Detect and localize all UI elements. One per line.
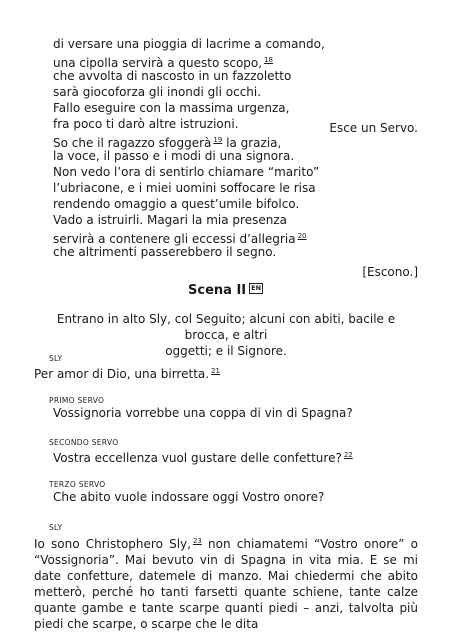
speech-line: Per amor di Dio, una birretta. $^{21}$ bbox=[34, 367, 220, 381]
verse-line: una cipolla servirà a questo scopo, $^{18}$ bbox=[53, 56, 273, 70]
speaker-name: SLY bbox=[49, 354, 63, 363]
verse-line: servirà a contenere gli eccessi d’allegria $^{20}$ bbox=[53, 232, 307, 246]
speaker-name: PRIMO SERVO bbox=[49, 396, 105, 405]
verse-line: fra poco ti darò altre istruzioni. bbox=[53, 117, 239, 131]
stage-exeunt-direction: [Escono.] bbox=[362, 265, 418, 279]
verse-line: che altrimenti passerebbero il segno. bbox=[53, 245, 277, 259]
stage-exit-direction: Esce un Servo. bbox=[329, 121, 418, 135]
verse-line: So che il ragazzo sfoggerà $^{19}$ la grazia, bbox=[53, 136, 282, 150]
speaker-name: SECONDO SERVO bbox=[49, 438, 119, 447]
verse-line: che avvolta di nascosto in un fazzoletto bbox=[53, 69, 292, 83]
speaker-name: SLY bbox=[49, 523, 63, 532]
speech-line: Che abito vuole indossare oggi Vostro onore? bbox=[53, 490, 325, 504]
scene-title: Scena II bbox=[188, 283, 247, 298]
verse-line: Vado a istruirli. Magari la mia presenza bbox=[53, 213, 287, 227]
verse-line: Non vedo l’ora di sentirlo chiamare “marito” bbox=[53, 165, 320, 179]
speech-line: Vostra eccellenza vuol gustare delle confetture? $^{22}$ bbox=[53, 451, 353, 465]
footnote-link[interactable]: 23 bbox=[192, 537, 202, 545]
speaker-name: TERZO SERVO bbox=[49, 480, 106, 489]
speech-paragraph: Io sono Christophero Sly, $^{23}$ non chiamatemi “Vostro onore” o “Vossignoria”. Mai bevuto vin di Spagna in vita mia. E se mi date confetture, datemele di manzo. Mai chiedermi che abito metterò, perché ho tanti farsetti quante schiene, tante calze quante gambe e tante scarpe quanti piedi – anzi, talvolta più piedi che scarpe, o scarpe che le dita bbox=[34, 537, 418, 631]
verse-line: la voce, il passo e i modi di una signora. bbox=[53, 149, 295, 163]
verse-line: sarà giocoforza gli inondi gli occhi. bbox=[53, 85, 262, 99]
footnote-link[interactable]: 21 bbox=[211, 367, 220, 375]
stage-direction bbox=[46, 311, 406, 359]
footnote-link[interactable]: 20 bbox=[297, 232, 307, 240]
verse-line: rendendo omaggio a quest’umile bifolco. bbox=[53, 197, 300, 211]
footnote-link[interactable]: 22 bbox=[343, 451, 353, 459]
stage-direction-line: Entrano in alto Sly, col Seguito; alcuni con abiti, bacile e brocca, e altri bbox=[56, 312, 396, 342]
english-text-link[interactable]: EN bbox=[251, 284, 262, 292]
speech-line: Vossignoria vorrebbe una coppa di vin di Spagna? bbox=[53, 406, 353, 420]
footnote-link[interactable]: 19 bbox=[213, 136, 223, 144]
stage-direction-line: oggetti; e il Signore. bbox=[165, 344, 287, 358]
verse-line: di versare una pioggia di lacrime a comando, bbox=[53, 37, 325, 51]
verse-line: l’ubriacone, e i miei uomini soffocare le risa bbox=[53, 181, 316, 195]
footnote-link[interactable]: 18 bbox=[264, 56, 273, 64]
verse-line: Fallo eseguire con la massima urgenza, bbox=[53, 101, 290, 115]
scene-heading bbox=[188, 283, 263, 298]
